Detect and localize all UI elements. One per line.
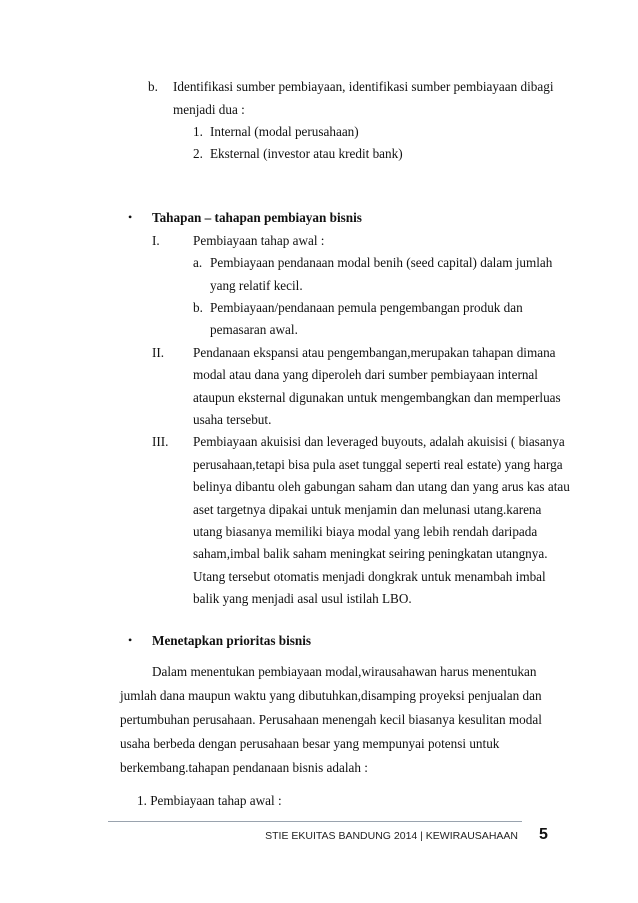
page-number: 5 — [539, 826, 548, 843]
stage-i-title: Pembiayaan tahap awal : — [193, 233, 325, 248]
stage-ii-line-4: usaha tersebut. — [193, 412, 272, 427]
prioritas-para-line-3: pertumbuhan perusahaan. Perusahaan menengah kecil biasanya kesulitan modal — [120, 712, 542, 727]
section-b-item-1-number: 1. — [193, 124, 203, 139]
stage-iii-line-1: Pembiayaan akuisisi dan leveraged buyouts, adalah akuisisi ( biasanya — [193, 434, 565, 449]
section-b-line-2: menjadi dua : — [173, 102, 245, 117]
prioritas-bullet: • — [128, 633, 133, 647]
section-b-item-1-text: Internal (modal perusahaan) — [210, 124, 359, 139]
stage-i-a-line-2: yang relatif kecil. — [210, 278, 303, 293]
stage-iii-line-5: utang biasanya memiliki biaya modal yang lebih rendah daripada — [193, 524, 538, 539]
stage-i-numeral: I. — [152, 233, 160, 248]
stage-iii-line-3: belinya dibantu oleh gabungan saham dan utang dan yang arus kas atau — [193, 479, 570, 494]
section-b-item-2-text: Eksternal (investor atau kredit bank) — [210, 146, 403, 161]
section-b-line-1: Identifikasi sumber pembiayaan, identifikasi sumber pembiayaan dibagi — [173, 79, 554, 94]
footer-rule — [108, 821, 522, 822]
footer-text: STIE EKUITAS BANDUNG 2014 | KEWIRAUSAHAAN — [265, 830, 518, 842]
section-b-marker: b. — [148, 79, 158, 94]
stage-iii-line-6: saham,imbal balik saham meningkat seiring peningkatan utangnya. — [193, 546, 548, 561]
prioritas-para-line-4: usaha berbeda dengan perusahaan besar yang mempunyai potensi untuk — [120, 736, 500, 751]
stage-iii-line-8: balik yang menjadi asal usul istilah LBO. — [193, 591, 412, 606]
stage-iii-line-4: aset targetnya dipakai untuk menjamin dan melunasi utang.karena — [193, 502, 542, 517]
stage-ii-line-3: ataupun eksternal digunakan untuk mengembangkan dan memperluas — [193, 390, 561, 405]
stage-i-a-marker: a. — [193, 255, 203, 270]
section-b-item-2-number: 2. — [193, 146, 203, 161]
stage-ii-line-2: modal atau dana yang diperoleh dari sumber pembiayaan internal — [193, 367, 538, 382]
tahapan-heading: Tahapan – tahapan pembiayan bisnis — [152, 210, 362, 225]
tahapan-bullet: • — [128, 210, 133, 224]
prioritas-heading: Menetapkan prioritas bisnis — [152, 633, 312, 648]
stage-i-b-line-1: Pembiayaan/pendanaan pemula pengembangan produk dan — [210, 300, 523, 315]
stage-iii-line-7: Utang tersebut otomatis menjadi dongkrak untuk menambah imbal — [193, 569, 546, 584]
prioritas-para-line-2: jumlah dana maupun waktu yang dibutuhkan,disamping proyeksi penjualan dan — [120, 688, 542, 703]
stage-i-b-line-2: pemasaran awal. — [210, 322, 298, 337]
stage-i-b-marker: b. — [193, 300, 203, 315]
stage-iii-numeral: III. — [152, 434, 169, 449]
stage-iii-line-2: perusahaan,tetapi bisa pula aset tunggal seperti real estate) yang harga — [193, 457, 563, 472]
stage-ii-line-1: Pendanaan ekspansi atau pengembangan,merupakan tahapan dimana — [193, 345, 556, 360]
prioritas-item-1: 1. Pembiayaan tahap awal : — [137, 793, 282, 808]
prioritas-para-line-1: Dalam menentukan pembiayaan modal,wirausahawan harus menentukan — [152, 664, 537, 679]
prioritas-para-line-5: berkembang.tahapan pendanaan bisnis adalah : — [120, 760, 368, 775]
stage-i-a-line-1: Pembiayaan pendanaan modal benih (seed capital) dalam jumlah — [210, 255, 553, 270]
stage-ii-numeral: II. — [152, 345, 165, 360]
